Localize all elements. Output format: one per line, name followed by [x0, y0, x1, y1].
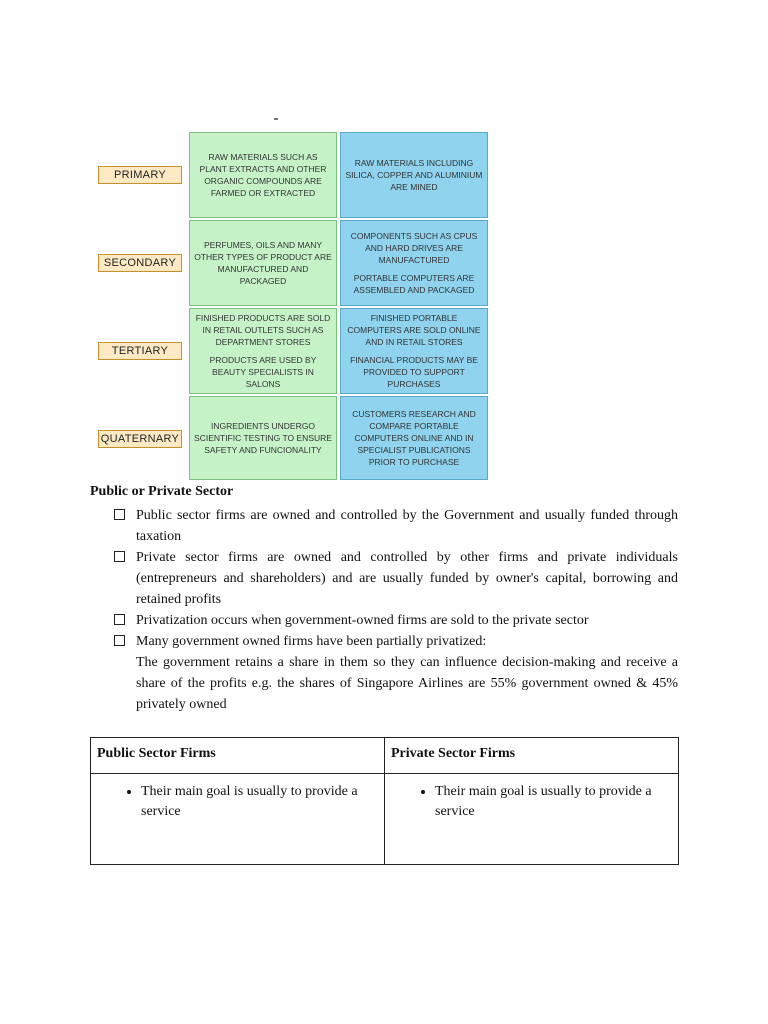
column-header-private: Private Sector Firms — [385, 738, 679, 774]
checkbox-bullet-icon — [114, 509, 125, 520]
column-header-public: Public Sector Firms — [91, 738, 385, 774]
stage-label-quaternary: QUATERNARY — [98, 430, 182, 448]
list-item — [114, 547, 678, 610]
cell-bullet: • Their main goal is usually to provide a service — [141, 782, 378, 822]
cell-bullet: • Their main goal is usually to provide a service — [435, 782, 672, 822]
list-item-text: Private sector firms are owned and controlled by other firms and private individuals (entrepreneurs and shareholders) and are usually funded by owner's capital, borrowing and retained profits — [136, 550, 678, 607]
list-item-text: Many government owned firms have been partially privatized: — [136, 634, 487, 649]
list-item-text: Public sector firms are owned and controlled by the Government and usually funded through taxation — [136, 508, 678, 544]
cell-text: PERFUMES, OILS AND MANY OTHER TYPES OF PRODUCT ARE MANUFACTURED AND PACKAGED — [194, 240, 332, 286]
private-cell — [385, 774, 679, 865]
list-item-text: Privatization occurs when government-owned firms are sold to the private sector — [136, 613, 589, 628]
checkbox-bullet-icon — [114, 551, 125, 562]
public-cell — [91, 774, 385, 865]
cell-text: PORTABLE COMPUTERS ARE ASSEMBLED AND PACKAGED — [353, 273, 475, 295]
primary-computer-cell — [340, 132, 488, 218]
section-heading: Public or Private Sector — [90, 484, 234, 499]
checkbox-bullet-icon — [114, 614, 125, 625]
table-row — [91, 774, 679, 865]
bullet-list — [114, 505, 678, 715]
secondary-perfume-cell — [189, 220, 337, 306]
primary-perfume-cell — [189, 132, 337, 218]
list-item — [114, 610, 678, 631]
cell-text: INGREDIENTS UNDERGO SCIENTIFIC TESTING TO ENSURE SAFETY AND FUNCIONALITY — [194, 421, 332, 455]
table-header-row — [91, 738, 679, 774]
stage-label-secondary: SECONDARY — [98, 254, 182, 272]
cell-text: FINISHED PORTABLE COMPUTERS ARE SOLD ONLINE AND IN RETAIL STORES — [347, 313, 481, 347]
cell-text: RAW MATERIALS SUCH AS PLANT EXTRACTS AND OTHER ORGANIC COMPOUNDS ARE FARMED OR EXTRACTED — [199, 152, 327, 198]
cell-text: RAW MATERIALS INCLUDING SILICA, COPPER AND ALUMINIUM ARE MINED — [345, 158, 483, 192]
cell-text: COMPONENTS SUCH AS CPUS AND HARD DRIVES ARE MANUFACTURED — [350, 231, 478, 265]
sector-diagram — [98, 118, 490, 480]
stage-label-tertiary: TERTIARY — [98, 342, 182, 360]
tertiary-perfume-cell — [189, 308, 337, 394]
secondary-computer-cell — [340, 220, 488, 306]
list-item — [114, 631, 678, 715]
stage-label-primary: PRIMARY — [98, 166, 182, 184]
diagram-mark — [274, 118, 278, 120]
cell-text: PRODUCTS ARE USED BY BEAUTY SPECIALISTS IN SALONS — [209, 355, 317, 389]
cell-text: FINANCIAL PRODUCTS MAY BE PROVIDED TO SUPPORT PURCHASES — [350, 355, 478, 389]
quaternary-perfume-cell — [189, 396, 337, 480]
quaternary-computer-cell — [340, 396, 488, 480]
checkbox-bullet-icon — [114, 635, 125, 646]
list-item-detail: The government retains a share in them so they can influence decision-making and receive a share of the profits e.g. the shares of Singapore Airlines are 55% government owned & 45% privately owned — [136, 655, 678, 712]
cell-text: CUSTOMERS RESEARCH AND COMPARE PORTABLE COMPUTERS ONLINE AND IN SPECIALIST PUBLICATIONS PRIOR TO PURCHASE — [352, 409, 476, 467]
list-item — [114, 505, 678, 547]
sector-comparison-table — [90, 737, 679, 865]
tertiary-computer-cell — [340, 308, 488, 394]
cell-text: FINISHED PRODUCTS ARE SOLD IN RETAIL OUTLETS SUCH AS DEPARTMENT STORES — [195, 313, 331, 347]
